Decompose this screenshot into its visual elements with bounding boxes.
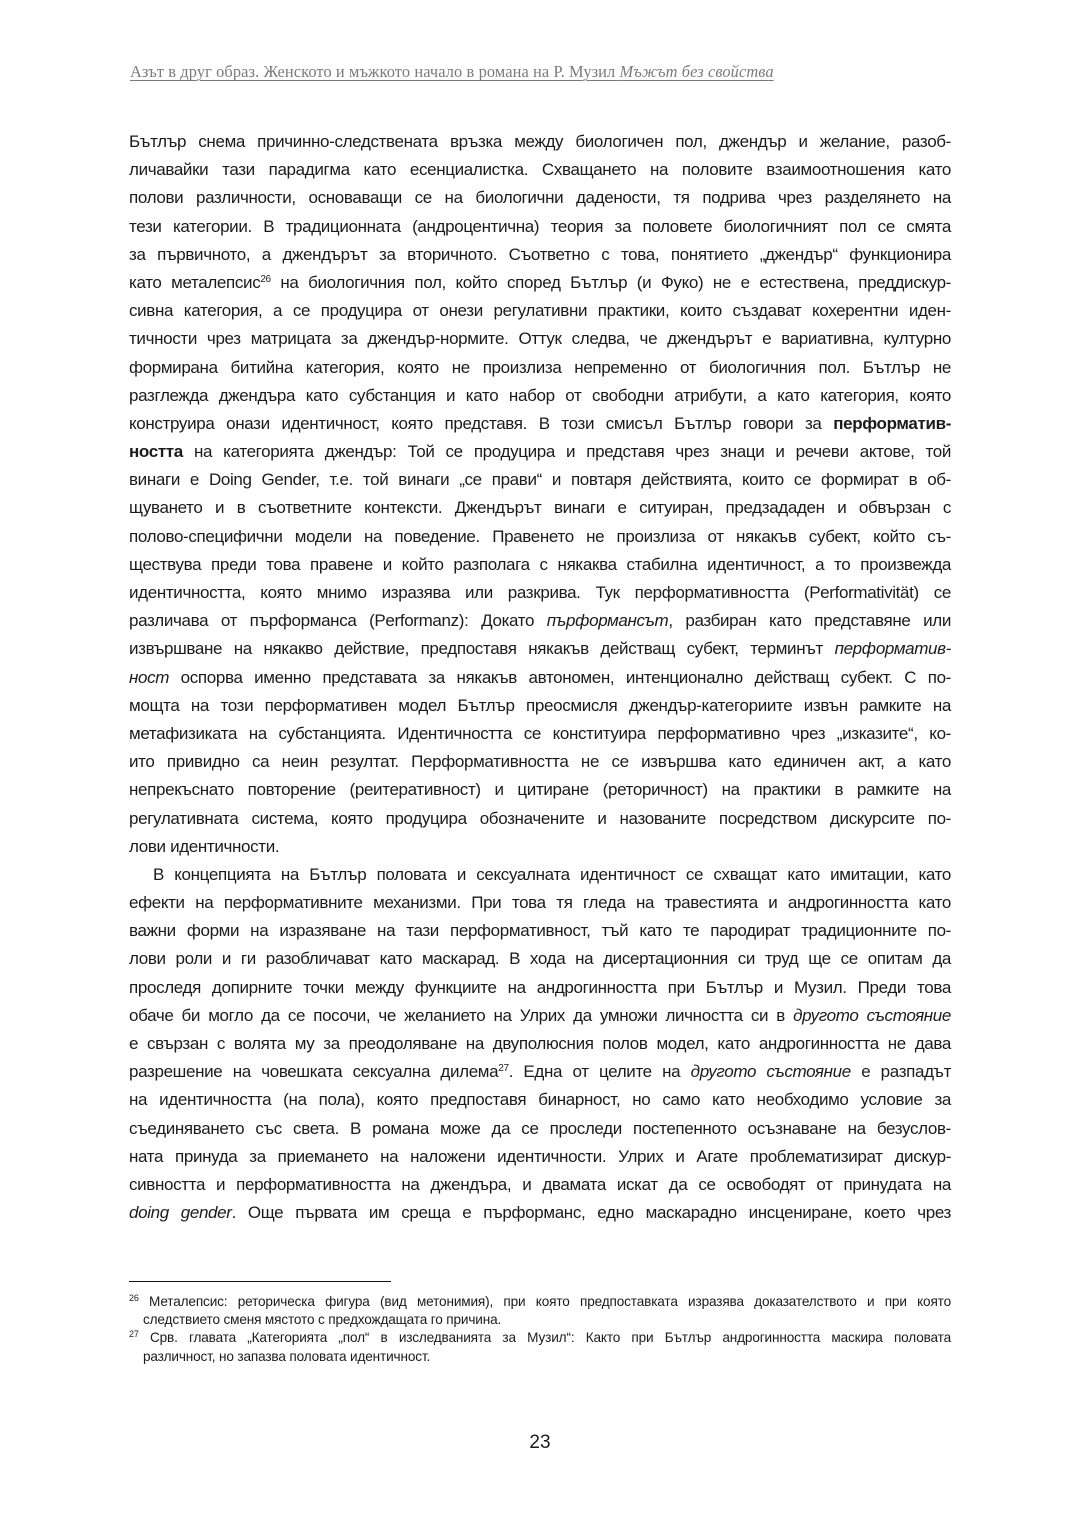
text-line: важни форми на изразяване на тази перформативност, тъй като те пародират традиционните по- bbox=[129, 921, 951, 941]
main-text bbox=[129, 128, 951, 1227]
text-line: лови роли и ги разобличават като маскарад. В хода на дисертационния си труд ще се опитам да bbox=[129, 949, 951, 969]
text-line: ществува преди това правене и който разполага с някаква стабилна идентичност, а то произвежда bbox=[129, 554, 951, 574]
italic-term: пърформансът bbox=[546, 611, 669, 631]
text-line: полови различности, основаващи се на биологични дадености, тя подрива чрез разделянето на bbox=[129, 188, 951, 208]
text-line bbox=[129, 607, 951, 635]
italic-term: перформатив- bbox=[834, 639, 951, 659]
text-line: регулативната система, която продуцира обозначените и назованите посредством дискурсите по- bbox=[129, 808, 951, 828]
text-line: ефекти на перформативните механизми. При това тя гледа на травестията и андрогинността като bbox=[129, 893, 951, 913]
text-line bbox=[129, 1199, 951, 1227]
text-line bbox=[129, 635, 951, 663]
text-segment: . Една от целите на bbox=[508, 1062, 691, 1082]
footnote-ref-26[interactable]: 26 bbox=[260, 273, 271, 285]
running-header bbox=[130, 62, 906, 82]
text-line: личавайки тази парадигма като есенциалистка. Схващането на половите взаимоотношения като bbox=[129, 160, 951, 180]
text-line: ито привидно са неин резултат. Перформативността не се извършва като единичен акт, а като bbox=[129, 752, 951, 772]
text-segment: различава от пърформанса (Performanz): Докато bbox=[129, 611, 547, 631]
text-line bbox=[129, 269, 951, 297]
text-line: проследя допирните точки между функциите на андрогинността при Бътлър и Музил. Преди това bbox=[129, 977, 951, 997]
italic-term: другото състояние bbox=[793, 1005, 952, 1025]
italic-term: doing gender bbox=[129, 1203, 232, 1223]
text-segment: , разбиран като представяне или bbox=[668, 611, 951, 631]
text-segment: обаче би могло да се посочи, че желанието на Улрих да умножи личността си в bbox=[129, 1005, 794, 1025]
text-segment: като металепсис bbox=[129, 272, 261, 292]
text-line: тичности чрез матрицата за джендър-нормите. Оттук следва, че джендърът е вариативна, културно bbox=[129, 329, 951, 349]
header-text: Азът в друг образ. Женското и мъжкото начало в романа на Р. Музил bbox=[130, 62, 620, 81]
header-title-italic: Мъжът без свойства bbox=[619, 62, 774, 81]
text-line bbox=[129, 410, 951, 438]
text-line: В концепцията на Бътлър половата и сексуалната идентичност се схващат като имитации, като bbox=[153, 864, 951, 884]
text-line: разглежда джендъра като субстанция и като набор от свободни атрибути, а като категория, която bbox=[129, 385, 951, 405]
text-line bbox=[129, 1002, 951, 1030]
text-line bbox=[129, 438, 951, 466]
footnote-ref-27[interactable]: 27 bbox=[498, 1063, 509, 1075]
text-line: Бътлър снема причинно-следствената връзка между биологичен пол, джендър и желание, разоб- bbox=[129, 132, 951, 151]
italic-term: ност bbox=[129, 667, 170, 687]
footnote-number: 27 bbox=[129, 1329, 139, 1340]
footnote-separator bbox=[129, 1281, 391, 1282]
text-line: тези категории. В традиционната (андроцентична) теория за половете биологичният пол се смята bbox=[129, 216, 951, 236]
text-line: формирана битийна категория, която не произлиза непременно от биологичния пол. Бътлър не bbox=[129, 357, 951, 377]
text-line: е свързан с волята му за преодоляване на двуполюсния полов модел, като андрогинността не дава bbox=[129, 1034, 951, 1053]
text-segment: извършване на някакво действие, предпоставя някакъв действащ субект, терминът bbox=[129, 639, 835, 659]
text-line bbox=[129, 1058, 951, 1086]
text-segment: е разпадът bbox=[850, 1062, 952, 1082]
footnote-27 bbox=[129, 1329, 951, 1347]
footnote-text: Срв. главата „Категорията „пол“ в изследванията за Музил“: Както при Бътлър андрогинността маскира половата bbox=[138, 1330, 951, 1346]
text-line: сивна категория, а се продуцира от онези регулативни практики, които създават кохерентни иден- bbox=[129, 301, 951, 321]
text-line: винаги е Doing Gender, т.е. той винаги „се прави“ и повтаря действията, които се формират в об- bbox=[129, 470, 951, 490]
page-number: 23 bbox=[529, 1432, 551, 1453]
text-line: полово-специфични модели на поведение. Правенето не произлиза от някакъв субект, който съ- bbox=[129, 526, 951, 546]
bold-term: ността bbox=[129, 442, 183, 462]
footnote-text: Металепсис: реторическа фигура (вид метонимия), при която предпоставката изразява доказателството и при която bbox=[138, 1294, 951, 1309]
text-segment: на биологичния пол, който според Бътлър (и Фуко) не е естествена, преддискур- bbox=[270, 272, 951, 292]
footnote-26-continued: следствието сменя мястото с предхождащата го причина. bbox=[143, 1312, 502, 1328]
text-line: за първичното, а джендърът за вторичното. Съответно с това, понятието „джендър“ функционира bbox=[129, 244, 951, 264]
text-line: непрекъснато повторение (реитеративност) и цитиране (реторичност) на практики в рамките на bbox=[129, 780, 951, 800]
text-line bbox=[129, 664, 951, 692]
text-line: метафизиката на субстанцията. Идентичността се конституира перформативно чрез „изказите“, ко- bbox=[129, 723, 951, 743]
text-line: ната принуда за приемането на наложени идентичности. Улрих и Агате проблематизират дискур- bbox=[129, 1146, 951, 1166]
text-line: съединяването със света. В романа може да се проследи постепенното осъзнаване на безуслов- bbox=[129, 1118, 951, 1138]
text-segment: . Още първата им среща е пърформанс, едно маскарадно инсцениране, което чрез bbox=[231, 1203, 952, 1223]
text-line: на идентичността (на пола), която предпоставя бинарност, но само като необходимо условие за bbox=[129, 1090, 951, 1110]
text-line: лови идентичности. bbox=[129, 836, 280, 856]
text-segment: разрешение на човешката сексуална дилема bbox=[129, 1062, 499, 1082]
footnote-27-continued: различност, но запазва половата идентичност. bbox=[143, 1348, 431, 1364]
italic-term: другото състояние bbox=[690, 1062, 851, 1082]
text-line: мощта на този перформативен модел Бътлър преосмисля джендър-категориите извън рамките на bbox=[129, 695, 951, 715]
text-segment: оспорва именно представата за някакъв автономен, интенционално действащ субект. С по- bbox=[169, 667, 951, 687]
footnotes bbox=[129, 1293, 951, 1366]
text-segment: конструира онази идентичност, която представя. В този смисъл Бътлър говори за bbox=[129, 413, 834, 433]
text-line: идентичността, която мнимо изразява или разкрива. Тук перформативността (Performativität) се bbox=[129, 583, 951, 602]
text-line: сивността и перформативността на джендъра, и двамата искат да се освободят от принудата на bbox=[129, 1174, 951, 1194]
text-line: щуването и в съответните контексти. Джендърът винаги е ситуиран, предзададен и обвързан с bbox=[129, 498, 951, 518]
bold-term: перформатив- bbox=[833, 413, 951, 433]
footnote-26 bbox=[129, 1293, 951, 1311]
text-segment: на категорията джендър: Той се продуцира и представя чрез знаци и речеви актове, той bbox=[182, 442, 951, 462]
footnote-number: 26 bbox=[129, 1293, 139, 1303]
